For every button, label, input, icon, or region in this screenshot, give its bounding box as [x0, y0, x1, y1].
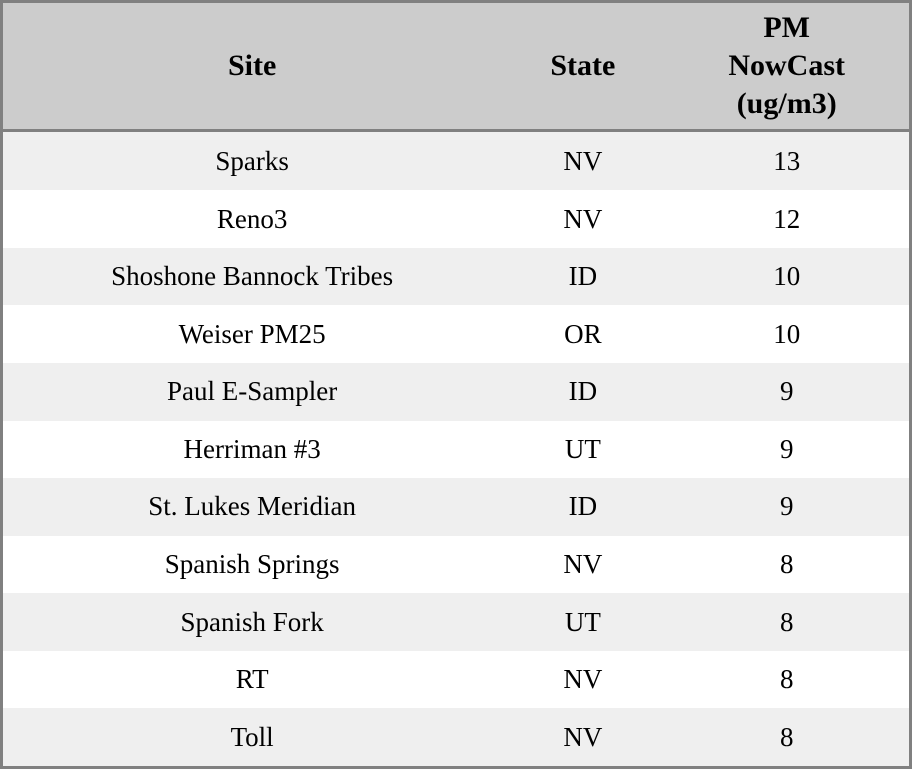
- table-row: [3, 363, 909, 421]
- cell-site: Reno3: [3, 190, 501, 248]
- cell-pm-nowcast: 9: [664, 478, 909, 536]
- table-row: [3, 421, 909, 479]
- column-header-pm-nowcast-line3: (ug/m3): [736, 87, 837, 120]
- cell-site: Shoshone Bannock Tribes: [3, 248, 501, 306]
- cell-site: Toll: [3, 708, 501, 766]
- pm-nowcast-table: [3, 3, 909, 766]
- cell-state: NV: [501, 708, 664, 766]
- cell-pm-nowcast: 12: [664, 190, 909, 248]
- column-header-pm-nowcast-line2: NowCast: [728, 49, 846, 82]
- cell-pm-nowcast: 8: [664, 593, 909, 651]
- table-row: [3, 131, 909, 191]
- cell-site: Spanish Springs: [3, 536, 501, 594]
- cell-site: St. Lukes Meridian: [3, 478, 501, 536]
- cell-site: Paul E-Sampler: [3, 363, 501, 421]
- cell-pm-nowcast: 9: [664, 363, 909, 421]
- cell-state: UT: [501, 593, 664, 651]
- cell-state: UT: [501, 421, 664, 479]
- table-row: [3, 651, 909, 709]
- table-row: [3, 305, 909, 363]
- column-header-site: Site: [3, 3, 501, 131]
- table-header-row: [3, 3, 909, 131]
- cell-state: NV: [501, 651, 664, 709]
- column-header-pm-nowcast: [664, 3, 909, 131]
- cell-site: Spanish Fork: [3, 593, 501, 651]
- cell-pm-nowcast: 8: [664, 651, 909, 709]
- cell-site: RT: [3, 651, 501, 709]
- cell-pm-nowcast: 13: [664, 131, 909, 191]
- cell-state: NV: [501, 190, 664, 248]
- table-row: [3, 190, 909, 248]
- table-row: [3, 478, 909, 536]
- cell-state: ID: [501, 478, 664, 536]
- cell-pm-nowcast: 10: [664, 305, 909, 363]
- cell-pm-nowcast: 9: [664, 421, 909, 479]
- cell-state: ID: [501, 248, 664, 306]
- cell-state: OR: [501, 305, 664, 363]
- cell-site: Herriman #3: [3, 421, 501, 479]
- table-header: [3, 3, 909, 131]
- cell-pm-nowcast: 10: [664, 248, 909, 306]
- table-row: [3, 248, 909, 306]
- cell-site: Sparks: [3, 131, 501, 191]
- table-row: [3, 536, 909, 594]
- cell-state: NV: [501, 131, 664, 191]
- cell-site: Weiser PM25: [3, 305, 501, 363]
- column-header-pm-nowcast-line1: PM: [763, 11, 810, 44]
- column-header-state: State: [501, 3, 664, 131]
- table-row: [3, 593, 909, 651]
- table-row: [3, 708, 909, 766]
- cell-state: ID: [501, 363, 664, 421]
- cell-pm-nowcast: 8: [664, 708, 909, 766]
- cell-pm-nowcast: 8: [664, 536, 909, 594]
- table-body: [3, 131, 909, 767]
- cell-state: NV: [501, 536, 664, 594]
